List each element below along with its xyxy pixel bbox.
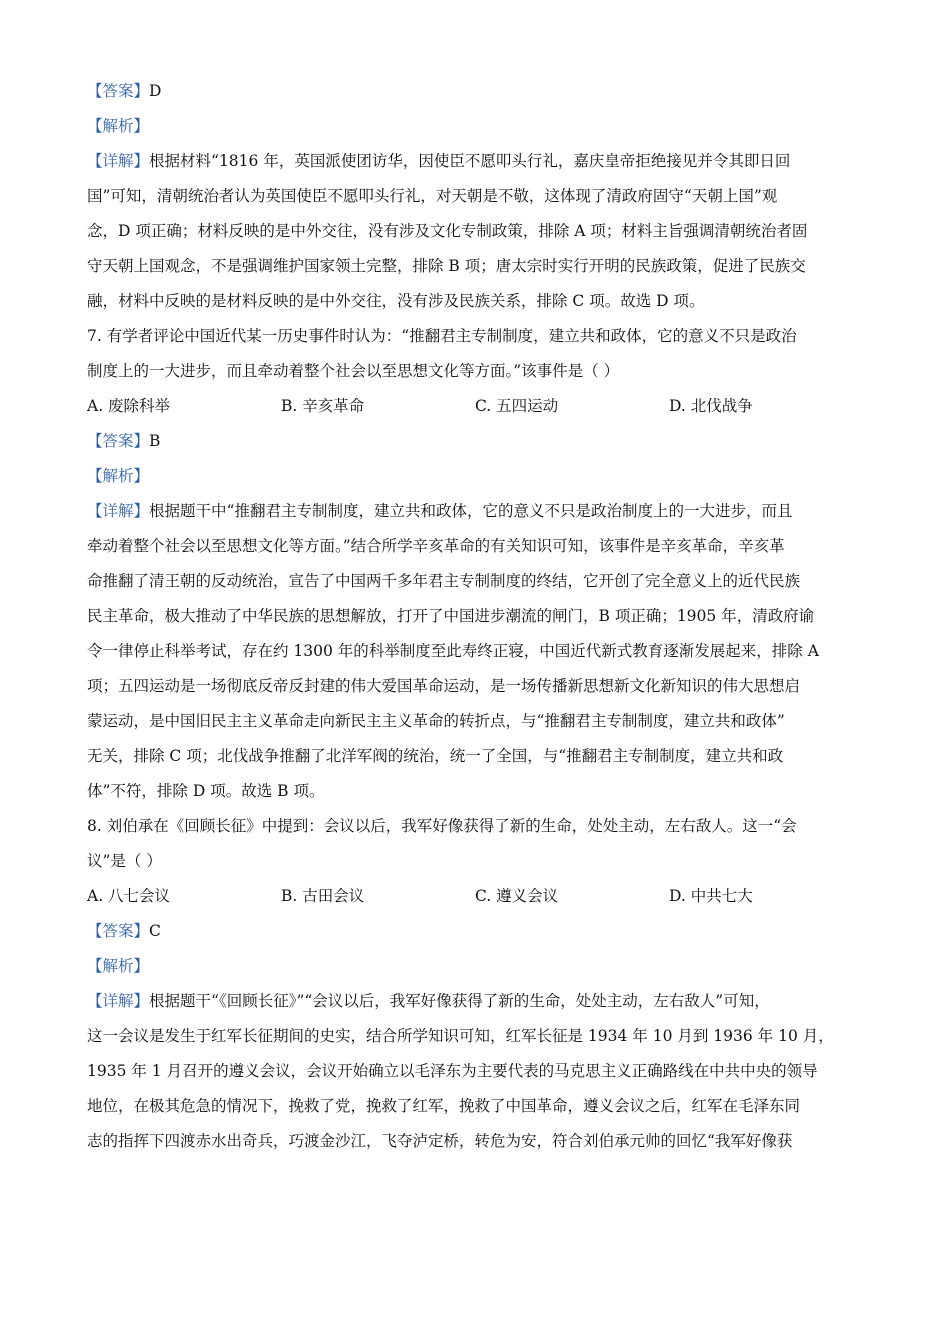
q8-analysis-line	[87, 949, 867, 984]
detail-tag: 【详解】	[87, 502, 150, 520]
q8-options	[87, 879, 867, 914]
q8-detail-line: 1935 年 1 月召开的遵义会议，会议开始确立以毛泽东为主要代表的马克思主义正确路线在中共中央的领导	[87, 1062, 818, 1080]
option-d: D. 中共七大	[669, 887, 753, 905]
analysis-tag: 【解析】	[87, 467, 150, 485]
answer-tag: 【答案】	[87, 432, 150, 450]
answer-tag: 【答案】	[87, 922, 150, 940]
answer-tag: 【答案】	[87, 82, 150, 100]
q7-question-line: 7. 有学者评论中国近代某一历史事件时认为：“推翻君主专制制度，建立共和政体，它的意义不只是政治	[87, 327, 797, 345]
detail-text: 根据题干“《回顾长征》”“会议以后，我军好像获得了新的生命，处处主动，左右敌人”可知，	[149, 992, 770, 1010]
option-a: A. 废除科举	[87, 397, 171, 415]
q7-detail-line: 项；五四运动是一场彻底反帝反封建的伟大爱国革命运动，是一场传播新思想新文化新知识的伟大思想启	[87, 677, 801, 695]
q8-detail-line: 志的指挥下四渡赤水出奇兵，巧渡金沙江，飞夺泸定桥，转危为安，符合刘伯承元帅的回忆“我军好像获	[87, 1132, 793, 1150]
detail-tag: 【详解】	[87, 152, 150, 170]
q8-answer-line	[87, 914, 867, 949]
q7-detail-line: 民主革命，极大推动了中华民族的思想解放，打开了中国进步潮流的闸门，B 项正确；1905 年，清政府谕	[87, 607, 815, 625]
q6-analysis-line	[87, 109, 867, 144]
answer-value: C	[149, 922, 161, 940]
q7-detail-line: 蒙运动，是中国旧民主主义革命走向新民主主义革命的转折点，与“推翻君主专制制度，建立共和政体”	[87, 712, 785, 730]
q7-detail-line: 命推翻了清王朝的反动统治，宣告了中国两千多年君主专制制度的终结，它开创了完全意义上的近代民族	[87, 572, 801, 590]
q7-detail-line: 无关，排除 C 项；北伐战争推翻了北洋军阀的统治，统一了全国，与“推翻君主专制制度，建立共和政	[87, 747, 784, 765]
q6-answer-line	[87, 74, 867, 109]
q7-detail-line	[87, 494, 867, 529]
q8-detail-line	[87, 984, 867, 1019]
option-c: C. 五四运动	[475, 397, 559, 415]
document-page	[87, 74, 867, 1159]
q7-detail-line: 体”不符，排除 D 项。故选 B 项。	[87, 782, 325, 800]
q6-detail-line: 融，材料中反映的是材料反映的是中外交往，没有涉及民族关系，排除 C 项。故选 D 项。	[87, 292, 705, 310]
q7-options	[87, 389, 867, 424]
q7-analysis-line	[87, 459, 867, 494]
q6-detail-line: 守天朝上国观念，不是强调维护国家领土完整，排除 B 项；唐太宗时实行开明的民族政策，促进了民族交	[87, 257, 806, 275]
option-c: C. 遵义会议	[475, 887, 559, 905]
detail-text: 根据材料“1816 年，英国派使团访华，因使臣不愿叩头行礼，嘉庆皇帝拒绝接见并令其即日回	[149, 152, 791, 170]
answer-value: D	[149, 82, 162, 100]
option-d: D. 北伐战争	[669, 397, 753, 415]
q7-answer-line	[87, 424, 867, 459]
q7-detail-line: 令一律停止科举考试，存在约 1300 年的科举制度至此寿终正寝，中国近代新式教育逐渐发展起来，排除 A	[87, 642, 819, 660]
option-b: B. 古田会议	[281, 887, 365, 905]
answer-value: B	[149, 432, 161, 450]
analysis-tag: 【解析】	[87, 957, 150, 975]
detail-text: 根据题干中“推翻君主专制制度，建立共和政体，它的意义不只是政治制度上的一大进步，而且	[149, 502, 793, 520]
q7-question-line: 制度上的一大进步，而且牵动着整个社会以至思想文化等方面。”该事件是（ ）	[87, 362, 620, 380]
q7-detail-line: 牵动着整个社会以至思想文化等方面。”结合所学辛亥革命的有关知识可知，该事件是辛亥革命，辛亥革	[87, 537, 785, 555]
q6-detail-line: 国”可知，清朝统治者认为英国使臣不愿叩头行礼，对天朝是不敬，这体现了清政府固守“天朝上国”观	[87, 187, 778, 205]
q6-detail-line	[87, 144, 867, 179]
detail-tag: 【详解】	[87, 992, 150, 1010]
q8-detail-line: 地位，在极其危急的情况下，挽救了党，挽救了红军，挽救了中国革命，遵义会议之后，红军在毛泽东同	[87, 1097, 801, 1115]
option-a: A. 八七会议	[87, 887, 171, 905]
q6-detail-line: 念，D 项正确；材料反映的是中外交往，没有涉及文化专制政策，排除 A 项；材料主旨强调清朝统治者固	[87, 222, 808, 240]
q8-question-line: 议”是（ ）	[87, 852, 162, 870]
q8-question-line: 8. 刘伯承在《回顾长征》中提到：会议以后，我军好像获得了新的生命，处处主动，左右敌人。这一“会	[87, 817, 797, 835]
q8-detail-line: 这一会议是发生于红军长征期间的史实，结合所学知识可知，红军长征是 1934 年 10 月到 1936 年 10 月，	[87, 1027, 834, 1045]
analysis-tag: 【解析】	[87, 117, 150, 135]
option-b: B. 辛亥革命	[281, 397, 365, 415]
